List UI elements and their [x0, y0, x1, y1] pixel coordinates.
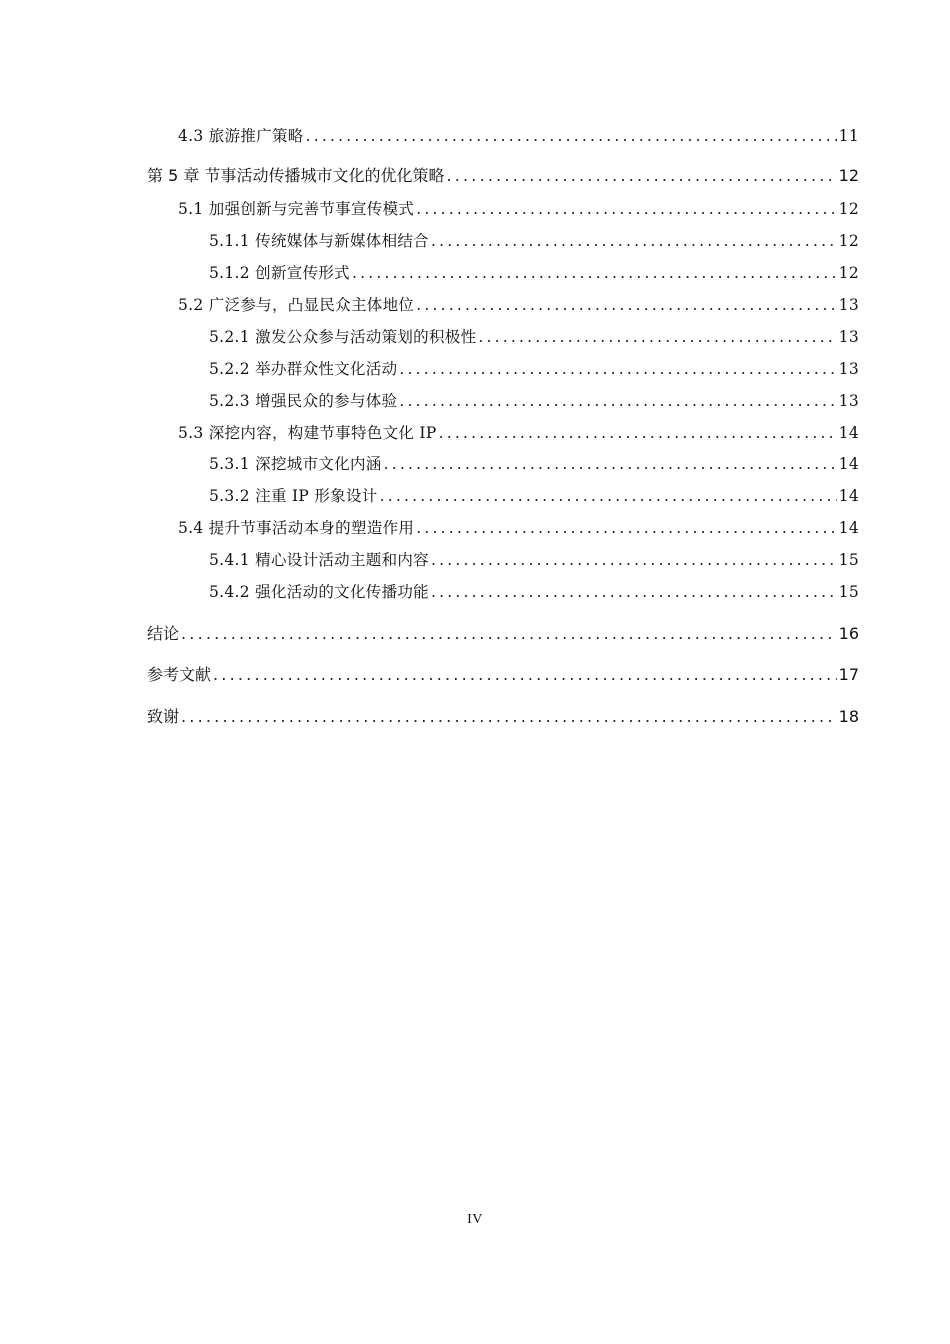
toc-entry[interactable]: [178, 118, 859, 146]
toc-entry-page: 12: [838, 166, 859, 185]
dot-leader: [181, 624, 837, 644]
toc-entry-title: 5.2 广泛参与，凸显民众主体地位: [178, 296, 415, 314]
dot-leader: [181, 707, 837, 727]
toc-entry[interactable]: [178, 415, 859, 443]
toc-entry-title: 5.3 深挖内容，构建节事特色文化 IP: [178, 424, 437, 442]
dot-leader: [384, 454, 837, 474]
toc-entry[interactable]: [209, 255, 859, 283]
toc-entry-title: 5.4.1 精心设计活动主题和内容: [209, 551, 429, 569]
dot-leader: [213, 665, 837, 685]
toc-entry-title: 致谢: [147, 707, 180, 726]
toc-entry[interactable]: [209, 319, 859, 347]
toc-entry-page: 14: [838, 455, 859, 473]
toc-entry-title: 参考文献: [147, 665, 212, 684]
dot-leader: [478, 327, 836, 347]
toc-entry-page: 17: [838, 665, 859, 684]
toc-entry-page: 13: [838, 360, 859, 378]
dot-leader: [399, 391, 836, 411]
toc-entry-page: 14: [838, 424, 859, 442]
dot-leader: [380, 486, 837, 506]
toc-entry-title: 5.1.1 传统媒体与新媒体相结合: [209, 232, 429, 250]
dot-leader: [416, 199, 836, 219]
toc-entry-title: 4.3 旅游推广策略: [178, 127, 304, 145]
toc-entry[interactable]: [178, 287, 859, 315]
dot-leader: [352, 263, 837, 283]
dot-leader: [431, 550, 837, 570]
toc-entry-title: 5.1.2 创新宣传形式: [209, 264, 350, 282]
toc-entry[interactable]: [147, 657, 859, 685]
toc-entry[interactable]: [209, 223, 859, 251]
dot-leader: [399, 359, 836, 379]
toc-entry-page: 15: [838, 551, 859, 569]
dot-leader: [439, 423, 837, 443]
toc-entry-page: 18: [838, 707, 859, 726]
toc-entry[interactable]: [209, 383, 859, 411]
toc-entry-page: 16: [838, 624, 859, 643]
toc-entry-page: 13: [838, 296, 859, 314]
toc-entry[interactable]: [209, 478, 859, 506]
toc-entry-title: 5.3.2 注重 IP 形象设计: [209, 487, 378, 505]
toc-entry-page: 13: [838, 328, 859, 346]
dot-leader: [431, 231, 837, 251]
toc-entry-title: 5.2.3 增强民众的参与体验: [209, 392, 398, 410]
toc-entry-title: 5.2.1 激发公众参与活动策划的积极性: [209, 328, 477, 346]
page-number: IV: [467, 1212, 483, 1227]
toc-entry[interactable]: [178, 191, 859, 219]
toc-entry-page: 11: [838, 127, 859, 145]
toc-entry[interactable]: [147, 616, 859, 644]
toc-entry-title: 第 5 章 节事活动传播城市文化的优化策略: [147, 166, 445, 185]
toc-entry-title: 结论: [147, 624, 180, 643]
dot-leader: [431, 582, 837, 602]
toc-entry-page: 12: [838, 264, 859, 282]
dot-leader: [416, 295, 836, 315]
toc-entry-title: 5.2.2 举办群众性文化活动: [209, 360, 398, 378]
toc-entry-title: 5.4 提升节事活动本身的塑造作用: [178, 519, 415, 537]
toc-entry[interactable]: [209, 351, 859, 379]
toc-entry-page: 12: [838, 200, 859, 218]
toc-entry-page: 12: [838, 232, 859, 250]
toc-entry[interactable]: [147, 699, 859, 727]
toc-entry-page: 14: [838, 519, 859, 537]
toc-entry-title: 5.3.1 深挖城市文化内涵: [209, 455, 382, 473]
toc-entry[interactable]: [147, 158, 859, 186]
toc-entry-title: 5.1 加强创新与完善节事宣传模式: [178, 200, 415, 218]
dot-leader: [446, 166, 836, 186]
toc-entry[interactable]: [209, 542, 859, 570]
toc-entry-page: 14: [838, 487, 859, 505]
toc-entry[interactable]: [178, 510, 859, 538]
toc-entry[interactable]: [209, 446, 859, 474]
dot-leader: [306, 126, 837, 146]
toc-entry-page: 13: [838, 392, 859, 410]
toc-entry-title: 5.4.2 强化活动的文化传播功能: [209, 583, 429, 601]
toc-entry-page: 15: [838, 583, 859, 601]
toc-entry[interactable]: [209, 574, 859, 602]
dot-leader: [416, 518, 836, 538]
